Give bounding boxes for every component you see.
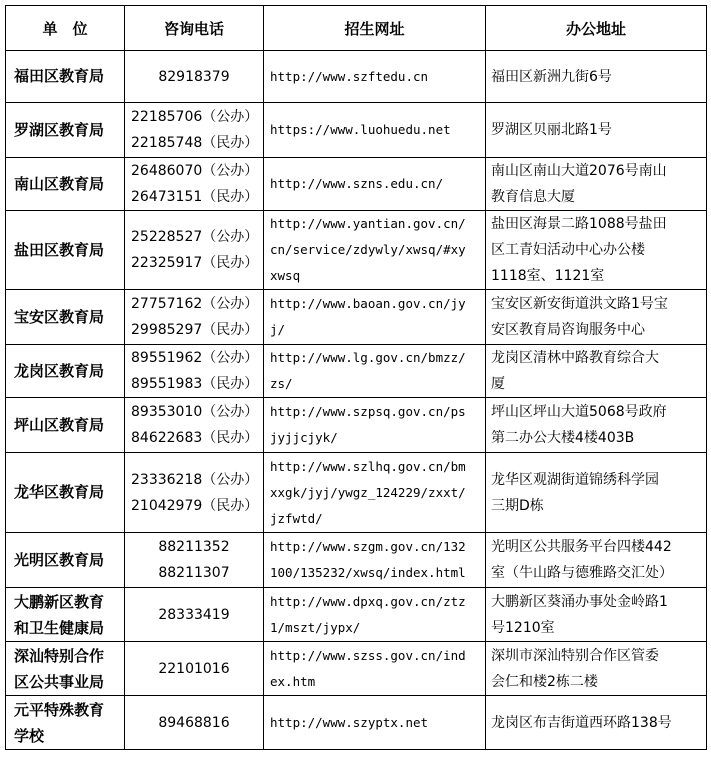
address-cell-line: 安区教育局咨询服务中心 [491, 322, 645, 338]
phone-cell-line: 89551962（公办） [131, 350, 259, 366]
phone-cell-line: 26486070（公办） [131, 163, 259, 179]
address-cell-line: 号1210室 [491, 619, 555, 636]
url-cell-line[interactable]: 1/mszt/jypx/ [270, 619, 361, 635]
phone-cell [125, 696, 264, 750]
phone-cell-line: 26473151（民办） [131, 189, 259, 205]
phone-cell-line: 25228527（公办） [131, 229, 259, 245]
table-row [6, 533, 707, 588]
phone-cell [125, 533, 264, 588]
phone-cell [125, 588, 264, 642]
phone-cell-line: 82918379 [158, 68, 230, 85]
phone-cell [125, 211, 264, 290]
url-cell-line[interactable]: http://www.szns.edu.cn/ [270, 176, 444, 191]
table-row [6, 103, 707, 158]
table-row [6, 642, 707, 696]
url-cell-line[interactable]: http://www.szss.gov.cn/ind [270, 647, 466, 663]
phone-cell [125, 398, 264, 453]
phone-cell-line: 89468816 [158, 714, 230, 731]
url-cell [264, 696, 486, 750]
phone-cell-line: 88211352 [158, 539, 230, 555]
header-unit: 单 位 [6, 6, 125, 51]
address-cell [486, 103, 707, 158]
table-row [6, 696, 707, 750]
unit-cell-line: 区公共事业局 [14, 672, 105, 691]
unit-cell [6, 588, 125, 642]
phone-cell [125, 51, 264, 103]
address-cell [486, 398, 707, 453]
url-cell-line[interactable]: http://www.szpsq.gov.cn/ps [270, 404, 466, 419]
table-row [6, 588, 707, 642]
address-cell [486, 158, 707, 211]
phone-cell-line: 89353010（公办） [131, 404, 259, 420]
address-cell-line: 第二办公大楼4楼403B [491, 430, 635, 446]
address-cell-line: 宝安区新安街道洪文路1号宝 [491, 296, 668, 312]
unit-cell [6, 398, 125, 453]
phone-cell-line: 22325917（民办） [131, 255, 259, 271]
url-cell [264, 158, 486, 211]
address-cell [486, 588, 707, 642]
table-row [6, 158, 707, 211]
unit-cell-line: 和卫生健康局 [14, 618, 105, 637]
header-phone: 咨询电话 [125, 6, 264, 51]
header-url: 招生网址 [264, 6, 486, 51]
url-cell-line[interactable]: http://www.szftedu.cn [270, 68, 429, 84]
unit-cell [6, 211, 125, 290]
phone-cell-line: 22185706（公办） [131, 109, 259, 125]
url-cell [264, 103, 486, 158]
unit-cell [6, 158, 125, 211]
address-cell-line: 坪山区坪山大道5068号政府 [491, 404, 667, 420]
address-cell-line: 区工青妇活动中心办公楼 [491, 242, 645, 258]
address-cell-line: 室（牛山路与德雅路交汇处） [491, 565, 673, 581]
url-cell-line[interactable]: xxgk/jyj/ywgz_124229/zxxt/ [270, 484, 466, 500]
url-cell-line[interactable]: http://www.lg.gov.cn/bmzz/ [270, 350, 466, 365]
phone-cell-line: 84622683（民办） [131, 430, 259, 446]
url-cell [264, 290, 486, 345]
address-cell-line: 厦 [491, 376, 505, 392]
table-row [6, 345, 707, 398]
address-cell [486, 642, 707, 696]
address-cell [486, 345, 707, 398]
address-cell-line: 深圳市深汕特别合作区管委 [491, 647, 659, 664]
phone-cell-line: 89551983（民办） [131, 376, 259, 392]
url-cell-line[interactable]: ex.htm [270, 673, 316, 689]
address-cell-line: 三期D栋 [491, 497, 544, 514]
url-cell [264, 642, 486, 696]
unit-cell [6, 642, 125, 696]
table-row [6, 453, 707, 533]
phone-cell-line: 22185748（民办） [131, 135, 259, 151]
phone-cell [125, 345, 264, 398]
url-cell [264, 211, 486, 290]
address-cell-line: 龙岗区布吉街道西环路138号 [491, 714, 672, 731]
url-cell-line[interactable]: http://www.yantian.gov.cn/ [270, 216, 466, 231]
address-cell [486, 290, 707, 345]
unit-cell-line: 罗湖区教育局 [14, 120, 105, 139]
phone-cell-line: 27757162（公办） [131, 296, 259, 312]
url-cell-line[interactable]: http://www.szyptx.net [270, 714, 429, 730]
address-cell-line: 会仁和楼2栋二楼 [491, 673, 598, 690]
phone-cell-line: 88211307 [158, 565, 230, 581]
url-cell-line[interactable]: 100/135232/xwsq/index.html [270, 565, 466, 580]
address-cell [486, 696, 707, 750]
url-cell [264, 345, 486, 398]
url-cell-line[interactable]: http://www.szlhq.gov.cn/bm [270, 458, 466, 474]
url-cell [264, 453, 486, 533]
url-cell-line[interactable]: jzfwtd/ [270, 510, 323, 526]
contact-table [5, 5, 707, 750]
phone-cell [125, 103, 264, 158]
phone-cell [125, 290, 264, 345]
unit-cell [6, 51, 125, 103]
address-cell-line: 教育信息大厦 [491, 189, 575, 205]
address-cell-line: 南山区南山大道2076号南山 [491, 163, 667, 179]
address-cell-line: 光明区公共服务平台四楼442 [491, 539, 672, 555]
unit-cell-line: 龙华区教育局 [14, 483, 105, 501]
unit-cell-line: 坪山区教育局 [14, 415, 105, 434]
phone-cell-line: 29985297（民办） [131, 322, 259, 338]
address-cell-line: 龙华区观湖街道锦绣科学园 [491, 471, 659, 488]
address-cell-line: 盐田区海景二路1088号盐田 [491, 216, 667, 232]
table-row [6, 290, 707, 345]
table-row [6, 211, 707, 290]
url-cell-line[interactable]: http://www.szgm.gov.cn/132 [270, 539, 466, 554]
address-cell-line: 1118室、1121室 [491, 268, 605, 284]
address-cell-line: 龙岗区清林中路教育综合大 [491, 350, 659, 366]
unit-cell-line: 元平特殊教育 [14, 700, 105, 719]
phone-cell-line: 23336218（公办） [131, 471, 259, 488]
url-cell [264, 588, 486, 642]
unit-cell [6, 453, 125, 533]
url-cell-line[interactable]: zs/ [270, 376, 293, 391]
url-cell [264, 51, 486, 103]
address-cell-line: 大鹏新区葵涌办事处金岭路1 [491, 593, 668, 610]
unit-cell-line: 宝安区教育局 [14, 307, 105, 326]
phone-cell [125, 158, 264, 211]
phone-cell [125, 453, 264, 533]
phone-cell-line: 28333419 [158, 606, 230, 623]
unit-cell [6, 290, 125, 345]
unit-cell-line: 光明区教育局 [14, 550, 105, 569]
url-cell-line[interactable]: j/ [270, 322, 286, 337]
address-cell-line: 福田区新洲九街6号 [491, 68, 612, 85]
url-cell-line[interactable]: xwsq [270, 268, 301, 283]
phone-cell [125, 642, 264, 696]
table-row [6, 398, 707, 453]
unit-cell-line: 学校 [14, 726, 45, 745]
phone-cell-line: 22101016 [158, 660, 230, 677]
url-cell-line[interactable]: https://www.luohuedu.net [270, 122, 451, 137]
address-cell-line: 罗湖区贝丽北路1号 [491, 122, 612, 138]
address-cell [486, 51, 707, 103]
url-cell-line[interactable]: http://www.dpxq.gov.cn/ztz [270, 593, 466, 609]
url-cell-line[interactable]: http://www.baoan.gov.cn/jy [270, 296, 466, 311]
unit-cell-line: 深汕特别合作 [14, 646, 105, 665]
url-cell-line[interactable]: jyjjcjyk/ [270, 430, 338, 445]
unit-cell [6, 696, 125, 750]
unit-cell-line: 龙岗区教育局 [14, 361, 105, 380]
unit-cell-line: 福田区教育局 [14, 67, 105, 85]
unit-cell [6, 533, 125, 588]
url-cell-line[interactable]: cn/service/zdywly/xwsq/#xy [270, 242, 466, 257]
unit-cell-line: 南山区教育局 [14, 174, 105, 193]
header-address: 办公地址 [486, 6, 707, 51]
address-cell [486, 453, 707, 533]
url-cell [264, 398, 486, 453]
unit-cell [6, 345, 125, 398]
header-row [6, 6, 707, 51]
unit-cell-line: 大鹏新区教育 [14, 592, 105, 611]
unit-cell-line: 盐田区教育局 [14, 240, 105, 259]
phone-cell-line: 21042979（民办） [131, 497, 259, 514]
address-cell [486, 211, 707, 290]
table-row [6, 51, 707, 103]
address-cell [486, 533, 707, 588]
url-cell [264, 533, 486, 588]
unit-cell [6, 103, 125, 158]
